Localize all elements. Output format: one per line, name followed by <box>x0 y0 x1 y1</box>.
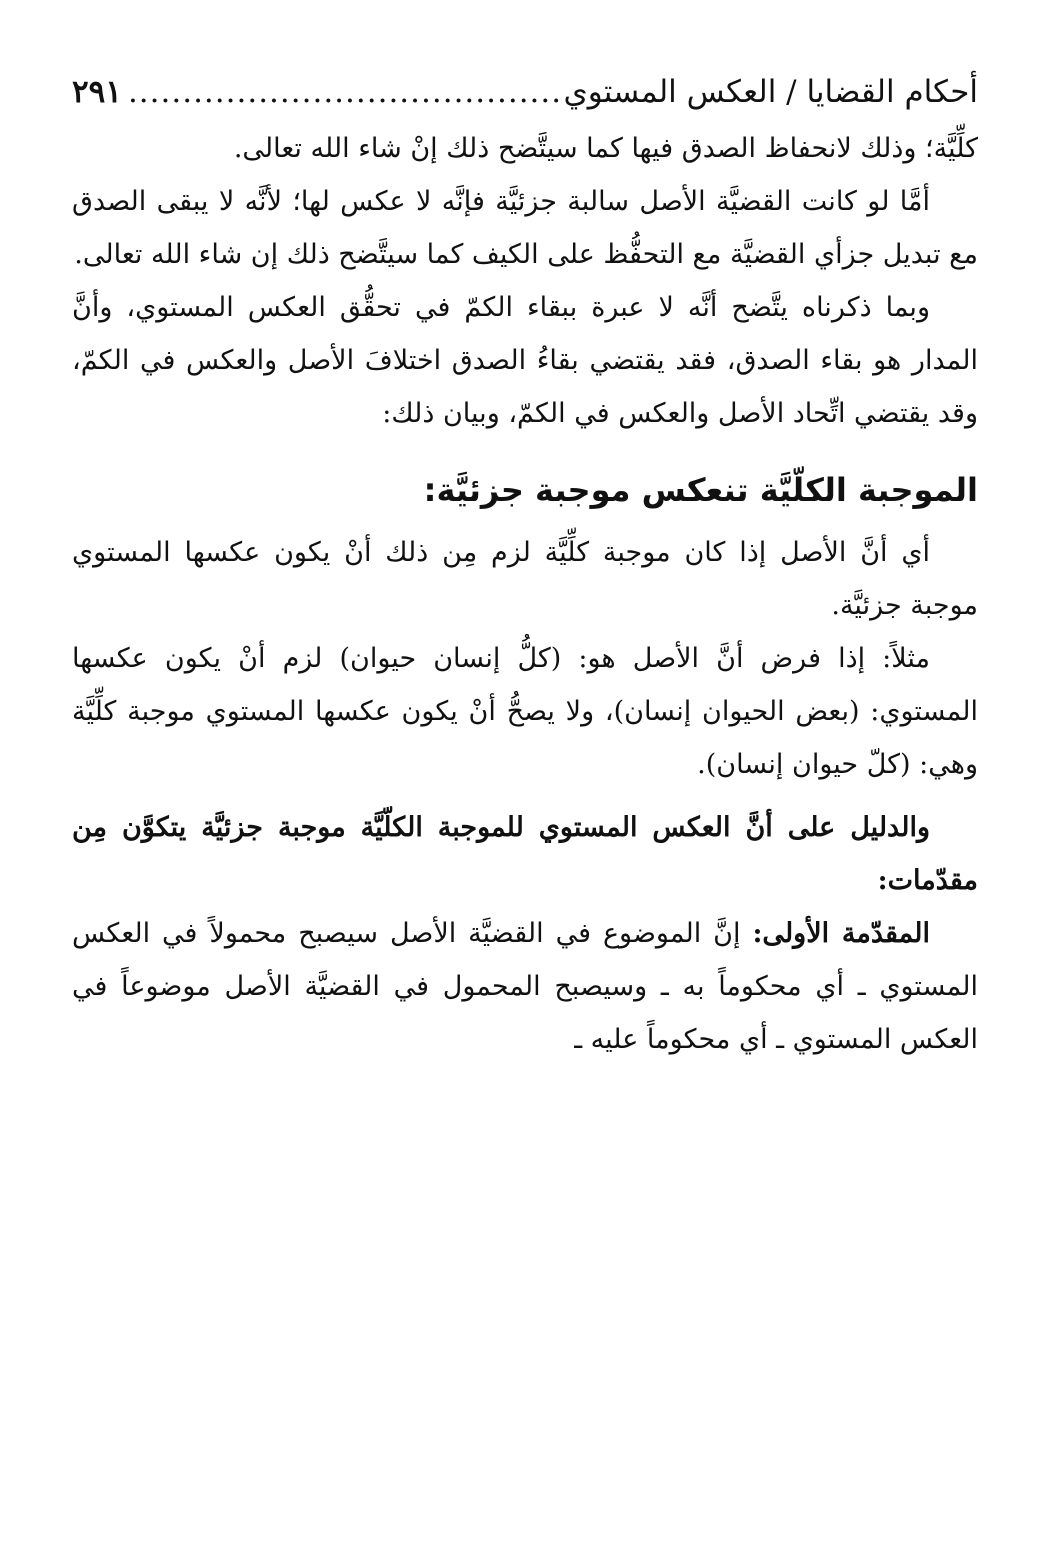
paragraph-example: مثلاً: إذا فرض أنَّ الأصل هو: (كلُّ إنسان حيوان) لزم أنْ يكون عكسها المستوي: (بعض الحيوان إنسان)، ولا يصحُّ أنْ يكون عكسها المستوي موجبة كلِّيَّة وهي: (كلّ حيوان إنسان). <box>72 643 978 780</box>
paragraph-definition: أي أنَّ الأصل إذا كان موجبة كلِّيَّة لزم مِن ذلك أنْ يكون عكسها المستوي موجبة جزئيَّة. <box>72 537 978 621</box>
paragraph-proof-intro: والدليل على أنَّ العكس المستوي للموجبة الكلّيَّة موجبة جزئيَّة يتكوَّن مِن مقدّمات: <box>72 812 978 896</box>
running-header <box>72 62 978 122</box>
paragraph-truth-criterion: وبما ذكرناه يتَّضح أنَّه لا عبرة ببقاء الكمّ في تحقُّق العكس المستوي، وأنَّ المدار هو بقاء الصدق، فقد يقتضي بقاءُ الصدق اختلافَ الأصل والعكس في الكمّ، وقد يقتضي اتِّحاد الأصل والعكس في الكمّ، وبيان ذلك: <box>72 292 978 429</box>
book-page <box>72 62 978 1550</box>
paragraph-first-premise <box>72 907 978 1066</box>
section-heading: الموجبة الكلّيَّة تنعكس موجبة جزئيَّة: <box>423 471 978 509</box>
paragraph-negative-particular: أمَّا لو كانت القضيَّة الأصل سالبة جزئيَّة فإنَّه لا عكس لها؛ لأنَّه لا يبقى الصدق مع تبديل جزأي القضيَّة مع التحفُّظ على الكيف كما سيتَّضح ذلك إن شاء الله تعالى. <box>72 186 978 270</box>
first-premise-text: إنَّ الموضوع في القضيَّة الأصل سيصبح محمولاً في العكس المستوي ـ أي محكوماً به ـ وسيصبح المحمول في القضيَّة الأصل موضوعاً في العكس المستوي ـ أي محكوماً عليه ـ <box>72 918 978 1055</box>
paragraph-continuation: كلِّيَّة؛ وذلك لانحفاظ الصدق فيها كما سيتَّضح ذلك إنْ شاء الله تعالى. <box>233 133 978 164</box>
page-number: ٢٩١ <box>72 74 122 110</box>
dot-leader <box>122 62 564 122</box>
running-header-title: أحكام القضايا / العكس المستوي <box>563 74 978 110</box>
first-premise-term: المقدّمة الأولى: <box>752 918 930 949</box>
